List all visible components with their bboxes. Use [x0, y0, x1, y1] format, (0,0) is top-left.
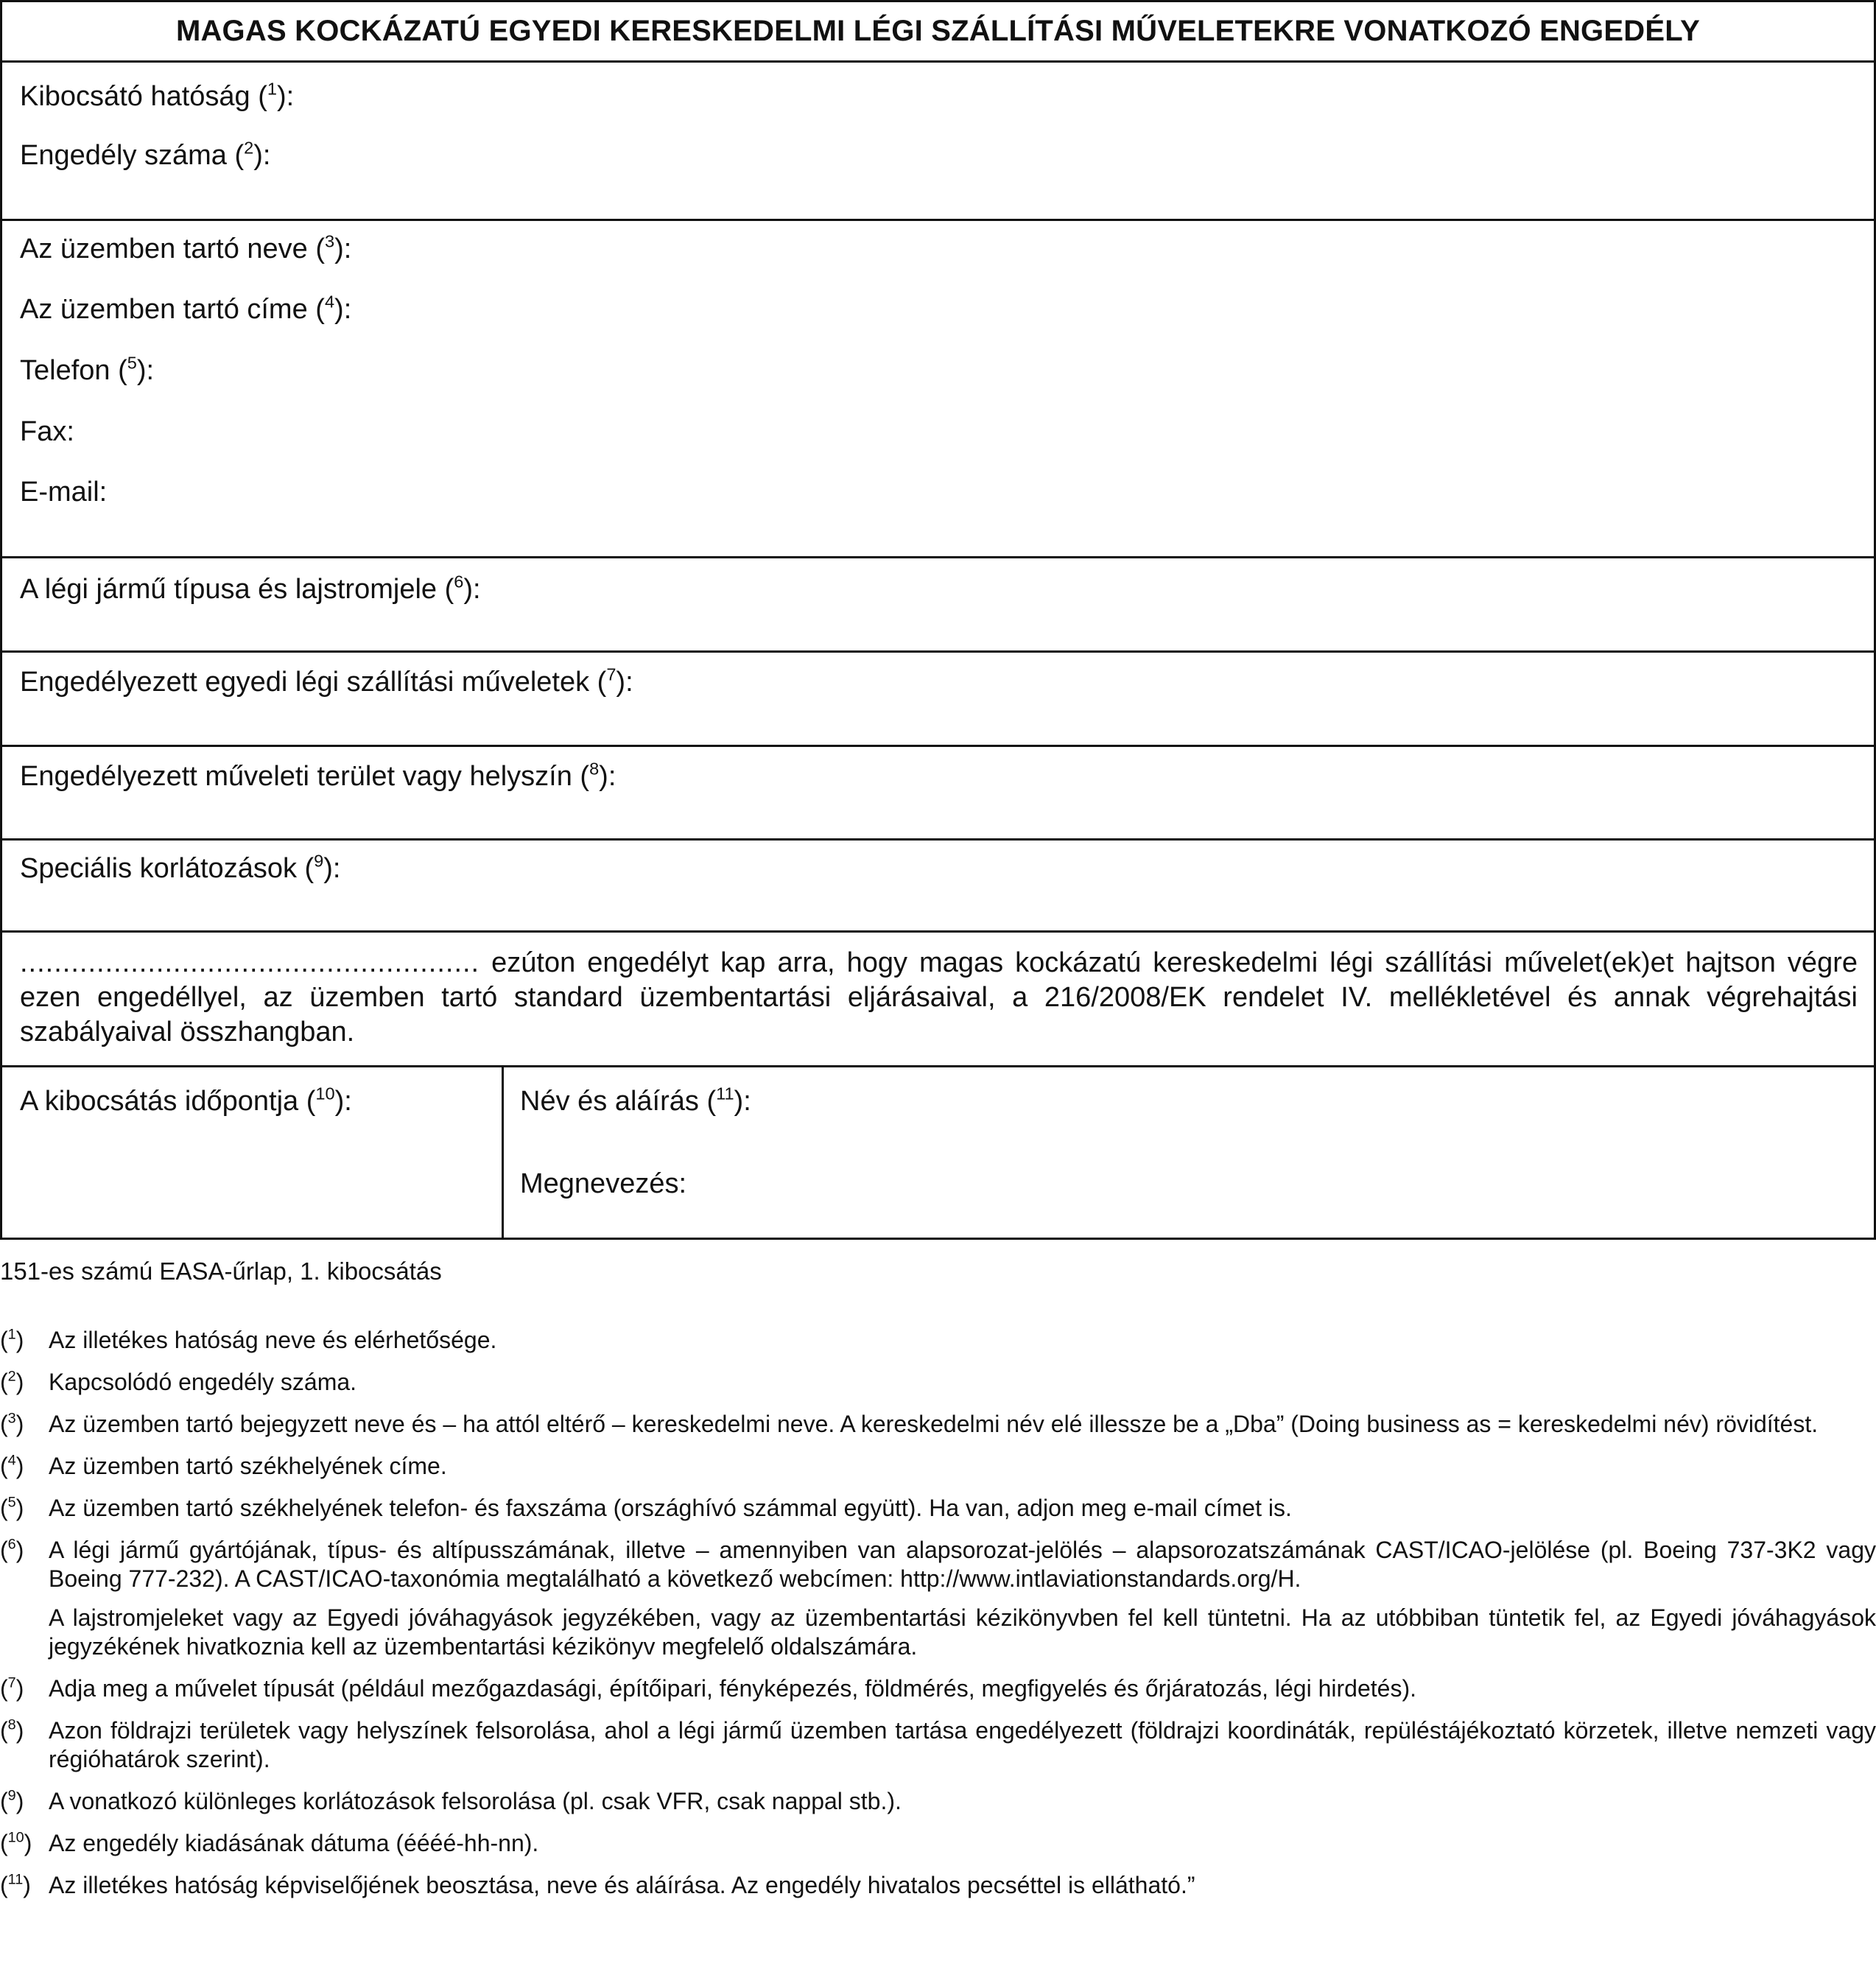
footnotes	[0, 1326, 1876, 1913]
footnote	[0, 1536, 1876, 1661]
email-field: E-mail:	[20, 477, 108, 508]
footnote-text: Kapcsolódó engedély száma.	[49, 1369, 357, 1395]
footnote-number: ($^3$)	[0, 1410, 24, 1437]
footnote-text-continued: A lajstromjeleket vagy az Egyedi jóváhagyások jegyzékében, vagy az üzembentartási kézikönyvben fel kell tüntetni. Ha az utóbbiban tüntetik fel, az Egyedi jóváhagyások jegyzékének hivatkoznia kell az üzembentartási kézikönyv megfelelő oldalszámára.	[49, 1604, 1876, 1660]
footnote-number: ($^5$)	[0, 1494, 24, 1521]
authorisation-statement: ...................................................... ezúton engedélyt kap arra, hogy magas kockázatú kereskedelmi légi szállítási művelet(ek)et hajtson végre ezen engedéllyel, az üzemben tartó standard üzembentartási eljárásaival, a 216/2008/EK rendelet IV. mellékletével és annak végrehajtási szabályaival összhangban.	[20, 947, 1858, 1048]
footnote	[0, 1452, 1876, 1481]
footnote-text: Azon földrajzi területek vagy helyszínek felsorolása, ahol a légi jármű üzemben tartása engedélyezett (földrajzi koordináták, repüléstájékoztató körzetek, illetve nemzeti vagy régióhatárok szerint).	[49, 1717, 1876, 1772]
statement-section	[2, 933, 1874, 1067]
operator-section	[2, 221, 1874, 558]
footnote-number: ($^4$)	[0, 1452, 24, 1479]
footnote-number: ($^8$)	[0, 1716, 24, 1744]
footnote-text: A vonatkozó különleges korlátozások felsorolása (pl. csak VFR, csak nappal stb.).	[49, 1788, 902, 1814]
footnote	[0, 1787, 1876, 1816]
title-row	[2, 2, 1874, 63]
fax-field: Fax:	[20, 416, 74, 447]
name-signature-field: Név és aláírás ($^{11}$):	[520, 1084, 751, 1117]
footnote-text: Az engedély kiadásának dátuma (éééé-hh-nn).	[49, 1830, 539, 1856]
column-divider	[502, 1067, 504, 1240]
footnote-number: ($^{11}$)	[0, 1871, 31, 1898]
footnote	[0, 1871, 1876, 1900]
footnote	[0, 1368, 1876, 1397]
footnote-number: ($^{10}$)	[0, 1829, 32, 1856]
footnote	[0, 1410, 1876, 1439]
footnote	[0, 1494, 1876, 1523]
footnote-number: ($^2$)	[0, 1368, 24, 1395]
authority-section	[2, 63, 1874, 221]
special-limitations-field: Speciális korlátozások ($^9$):	[20, 851, 341, 884]
footnote-text: Adja meg a művelet típusát (például mezőgazdasági, építőipari, fényképezés, földmérés, megfigyelés és őrjáratozás, légi hirdetés).	[49, 1675, 1416, 1702]
form-identifier: 151-es számú EASA-űrlap, 1. kibocsátás	[0, 1257, 442, 1285]
designation-field: Megnevezés:	[520, 1168, 687, 1199]
date-of-issue-field: A kibocsátás időpontja ($^{10}$):	[20, 1084, 352, 1117]
footnote-text: Az illetékes hatóság képviselőjének beosztása, neve és aláírása. Az engedély hivatalos pecséttel is ellátható.”	[49, 1872, 1195, 1898]
issuing-authority-field: Kibocsátó hatóság ($^1$):	[20, 79, 295, 112]
aircraft-section	[2, 558, 1874, 653]
footnote-number: ($^7$)	[0, 1674, 24, 1702]
footnote	[0, 1326, 1876, 1355]
footnote	[0, 1829, 1876, 1858]
area-of-operation-field: Engedélyezett műveleti terület vagy helyszín ($^8$):	[20, 759, 616, 792]
footnote-text: Az üzemben tartó bejegyzett neve és – ha attól eltérő – kereskedelmi neve. A kereskedelmi név elé illessze be a „Dba” (Doing business as = kereskedelmi név) rövidítést.	[49, 1411, 1819, 1437]
footnote	[0, 1674, 1876, 1703]
footnote-text: Az illetékes hatóság neve és elérhetősége.	[49, 1327, 497, 1353]
telephone-field: Telefon ($^5$):	[20, 353, 155, 386]
operations-section	[2, 653, 1874, 747]
footnote	[0, 1716, 1876, 1774]
footnote-text: A légi jármű gyártójának, típus- és altípusszámának, illetve – amennyiben van alapsorozat-jelölés – alapsorozatszámának CAST/ICAO-jelölése (pl. Boeing 737-3K2 vagy Boeing 777-232). A CAST/ICAO-taxonómia megtalálható a következő webcímen: http://www.intlaviationstandards.org/H.	[49, 1537, 1876, 1592]
footnote-number: ($^9$)	[0, 1787, 24, 1814]
permit-number-field: Engedély száma ($^2$):	[20, 138, 271, 171]
authorised-operations-field: Engedélyezett egyedi légi szállítási műveletek ($^7$):	[20, 664, 633, 698]
footnote-text: Az üzemben tartó székhelyének címe.	[49, 1453, 447, 1479]
limitations-section	[2, 841, 1874, 933]
footnote-number: ($^6$)	[0, 1536, 24, 1563]
operator-address-field: Az üzemben tartó címe ($^4$):	[20, 292, 352, 325]
area-section	[2, 747, 1874, 841]
signature-section	[2, 1067, 1874, 1240]
form-title: MAGAS KOCKÁZATÚ EGYEDI KERESKEDELMI LÉGI SZÁLLÍTÁSI MŰVELETEKRE VONATKOZÓ ENGEDÉLY	[175, 15, 1701, 47]
operator-name-field: Az üzemben tartó neve ($^3$):	[20, 231, 352, 264]
aircraft-type-field: A légi jármű típusa és lajstromjele ($^6$):	[20, 572, 481, 605]
footnote-text: Az üzemben tartó székhelyének telefon- és faxszáma (országhívó számmal együtt). Ha van, adjon meg e-mail címet is.	[49, 1495, 1292, 1521]
footnote-number: ($^1$)	[0, 1326, 24, 1353]
